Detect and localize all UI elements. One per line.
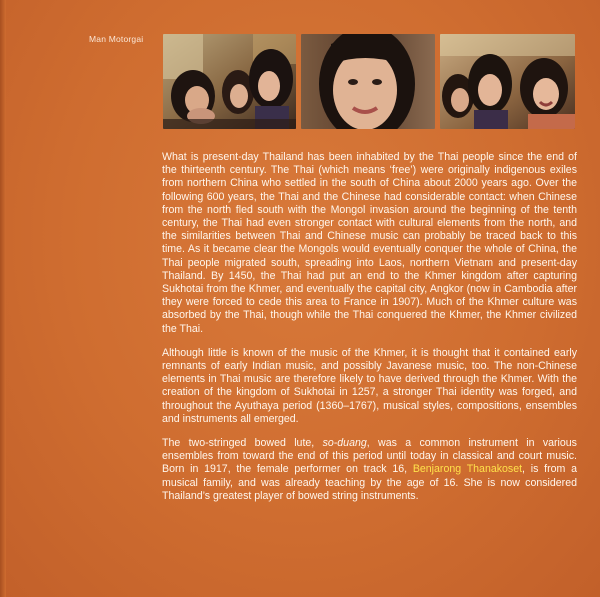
paragraph-text: The two-stringed bowed lute, [162, 437, 323, 450]
photo-center [301, 34, 435, 129]
performer-name: Benjarong Thanakoset [412, 463, 523, 476]
paragraph-text: , was a common instrument in various ensembles from toward the end of this period until today in classical and court music. Born in 1917, the female performer on track 16, [162, 437, 577, 476]
photo-caption: Man Motorgai [89, 34, 144, 44]
paragraph-so-duang [162, 437, 577, 503]
photo-right [440, 34, 575, 129]
article-body [162, 151, 577, 514]
paragraph-text: , is from a musical family, and was already teaching by the age of 16. She is now considered Thailand’s greatest player of bowed string instruments. [162, 463, 577, 502]
paragraph-history: What is present-day Thailand has been inhabited by the Thai people since the end of the thirteenth century. The Thai (which means ‘free’) were originally indigenous exiles from northern China who settled in the south of China about 2000 years ago. Over the following 600 years, the Thai and the Chinese had considerable contact: when Chinese from the north fled south with the Mongol invasion around the beginning of the tenth century, the Thai had even stronger contact with cultural elements from the north, and the similarities between Thai and Chinese music can probably be traced back to this time. As it became clear the Mongols would eventually conquer the whole of China, the Thai people migrated south, spreading into Laos, northern Vietnam and present-day Thailand. By 1450, the Thai had put an end to the Khmer kingdom after capturing Sukhotai from the Khmer, and eventually the capital city, Angkor (now in Cambodia after they were forced to cede this area to France in 1907). Much of the Khmer culture was absorbed by the Thai, though while the Thai conquered the Khmer, the Khmer civilized the Thai. [162, 151, 577, 335]
photo-left [163, 34, 296, 129]
paragraph-khmer-music: Although little is known of the music of the Khmer, it is thought that it contained early remnants of early Indian music, and possibly Javanese music, too. The non-Chinese elements in Thai music are therefore likely to have derived through the Khmer. With the creation of the kingdom of Sukhotai in 1257, a stronger Thai identity was forged, and throughout the Ayuthaya period (1360–1767), musical styles, compositions, ensembles and instruments all emerged. [162, 346, 577, 425]
booklet-spine-shadow [0, 0, 6, 597]
instrument-name: so-duang [322, 437, 367, 450]
